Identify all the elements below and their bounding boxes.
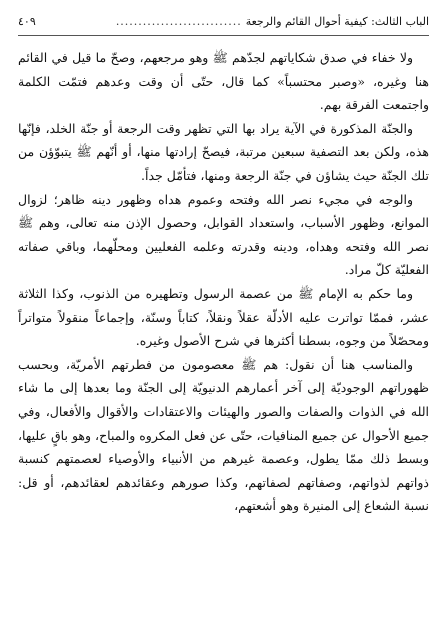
running-header — [18, 14, 429, 36]
header-title: الباب الثالث: كيفية أحوال القائم والرجعة — [245, 15, 429, 28]
paragraph-3: والوجه في مجيء نصر الله وفتحه وعموم هداه وظهور دينه ظاهر؛ لزوال الموانع، وظهور الأسباب، واستعداد القوابل، وحصول الإذن منه تعالى، وهم ﷺ نصر الله وفتحه وهداه، ودينه وقدرته وعلمه الفعليين ومحلّهما، وباقي صفاته الفعليّة كلّ مراد. — [18, 191, 429, 278]
page-body — [18, 46, 429, 518]
header-leader-dots: ............................ — [115, 15, 242, 28]
paragraph-2: والجنّة المذكورة في الآية يراد بها التي تظهر وقت الرجعة أو جنّة الخلد، فإنّها هذه، ولكن بعد التصفية سبعين مرتبة، فيصحّ إرادتها منها، أو أنّهم ﷺ يتبوّؤن من تلك الجنّة حيث يشاؤن في جنّة الرجعة ومنها، فتأمّل جداً. — [18, 120, 429, 183]
paragraph-1: ولا خفاء في صدق شكاياتهم لجدّهم ﷺ وهو مرجعهم، وصحّ ما قيل في القائم هنا وغيره، «وصبر محتسباً» كما قال، حتّى أن وقت وعدهم فتمّت الكلمة واجتمعت الفرقة بهم. — [18, 50, 429, 113]
paragraph-5: والمناسب هنا أن نقول: هم ﷺ معصومون من فطرتهم الأمريّة، وبحسب ظهوراتهم الوجوديّة إلى آخر أعمارهم الدنيويّة إلى الجنّة وما بعدها إلى ما شاء الله في الذوات والصفات والصور والهيئات والاعتقادات والأقوال والأفعال، وفي جميع الأحوال عن جميع المنافيات، حتّى عن فعل المكروه والمباح، وهو باقٍ عليها، وبسط ذلك ممّا يطول، وعصمة غيرهم من الأنبياء والأوصياء لعصمتهم كنسبة ذواتهم لذواتهم، وصفاتهم لصفاتهم، وكذا صورهم وعقائدهم لعقائدهم، أو قل: نسبة الشعاع إلى المنيرة وهو أشعتهم، — [18, 356, 429, 514]
paragraph-4: وما حكم به الإمام ﷺ من عصمة الرسول وتطهيره من الذنوب، وكذا الثلاثة عشر، فممّا تواترت عليه الأدلّة عقلاً ونقلاً، كتاباً وسنّة، وإجماعاً منقولاً متواتراً ومحصّلاً من وجوه، بسطنا أكثرها في شرح الأصول وغيره. — [18, 285, 429, 349]
page-number: ٤٠٩ — [18, 15, 36, 28]
